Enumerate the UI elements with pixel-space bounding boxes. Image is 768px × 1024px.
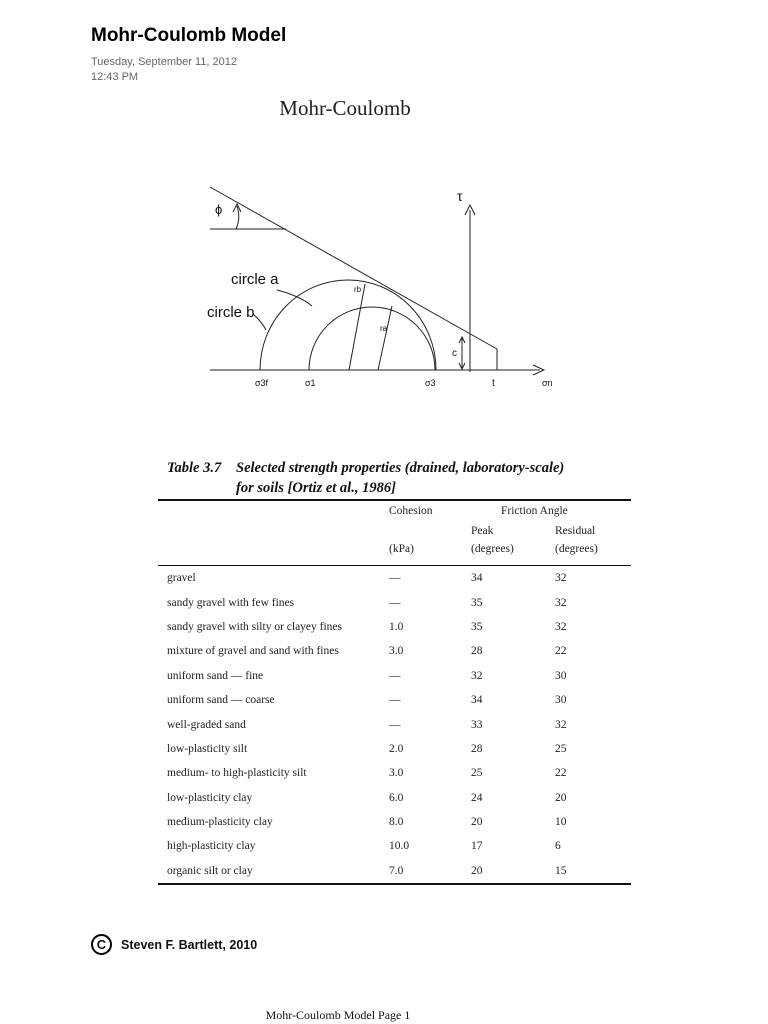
soil-name: sandy gravel with few fines <box>167 596 295 609</box>
table-number: Table 3.7 <box>167 460 222 476</box>
header-peak-unit: (degrees) <box>471 541 555 566</box>
peak-value: 35 <box>471 620 483 633</box>
rb-label: rb <box>354 285 362 294</box>
table-row <box>158 786 631 810</box>
residual-value: 22 <box>555 645 567 658</box>
circle-b-label: circle b <box>207 304 255 321</box>
peak-value: 24 <box>471 791 483 804</box>
cohesion-value: — <box>389 572 401 585</box>
soil-name: medium-plasticity clay <box>167 816 273 829</box>
radius-ra <box>378 306 392 370</box>
phi-arc <box>236 206 239 229</box>
residual-value: 32 <box>555 572 567 585</box>
header-cohesion: Cohesion <box>389 505 433 517</box>
header-friction-angle: Friction Angle <box>501 505 568 517</box>
cohesion-value: — <box>389 669 401 682</box>
cohesion-value: — <box>389 596 401 609</box>
table-row <box>158 737 631 761</box>
peak-value: 34 <box>471 694 483 707</box>
peak-value: 17 <box>471 840 483 853</box>
peak-value: 33 <box>471 718 483 731</box>
radius-rb <box>349 284 365 370</box>
peak-value: 20 <box>471 864 483 877</box>
soil-name: mixture of gravel and sand with fines <box>167 645 339 658</box>
soil-name: gravel <box>167 572 196 585</box>
table-row <box>158 688 631 712</box>
soil-name: well-graded sand <box>167 718 246 731</box>
copyright-text: Steven F. Bartlett, 2010 <box>121 937 258 952</box>
cohesion-value: 7.0 <box>389 864 404 877</box>
table-row <box>158 834 631 858</box>
residual-value: 32 <box>555 620 567 633</box>
page-footer: Mohr-Coulomb Model Page 1 <box>265 1008 411 1022</box>
sigma-3-label: σ3 <box>425 378 436 388</box>
table-row <box>158 761 631 785</box>
cohesion-value: — <box>389 718 401 731</box>
page-date: Tuesday, September 11, 2012 <box>91 56 237 68</box>
copyright <box>91 934 257 955</box>
peak-value: 35 <box>471 596 483 609</box>
sigma-n-label: σn <box>542 378 553 388</box>
t-label: t <box>492 378 495 389</box>
cohesion-value: 8.0 <box>389 816 404 829</box>
phi-arrow <box>233 204 241 212</box>
soil-name: uniform sand — fine <box>167 669 264 682</box>
table-row <box>158 615 631 639</box>
cohesion-value: 1.0 <box>389 620 404 633</box>
soil-name: high-plasticity clay <box>167 840 256 853</box>
residual-value: 30 <box>555 694 567 707</box>
residual-value: 10 <box>555 816 567 829</box>
table-row <box>158 639 631 663</box>
table-row <box>158 664 631 688</box>
soil-name: low-plasticity clay <box>167 791 253 804</box>
failure-envelope-line <box>210 187 497 349</box>
residual-value: 6 <box>555 840 561 853</box>
residual-value: 22 <box>555 767 567 780</box>
cohesion-value: 10.0 <box>389 840 410 853</box>
ra-label: ra <box>380 324 388 333</box>
circle-b <box>309 307 435 370</box>
peak-value: 28 <box>471 742 483 755</box>
cohesion-value: 3.0 <box>389 645 404 658</box>
residual-value: 30 <box>555 669 567 682</box>
table-caption <box>167 458 564 498</box>
table-row <box>158 566 631 591</box>
soil-name: low-plasticity silt <box>167 742 248 755</box>
sigma-3f-label: σ3f <box>255 378 269 388</box>
cohesion-value: 6.0 <box>389 791 404 804</box>
table-body <box>158 566 631 885</box>
residual-value: 25 <box>555 742 567 755</box>
mohr-coulomb-diagram <box>0 0 768 440</box>
peak-value: 25 <box>471 767 483 780</box>
header-cohesion-unit: (kPa) <box>389 541 471 566</box>
header-residual: Residual <box>555 525 596 537</box>
cohesion-value: 2.0 <box>389 742 404 755</box>
peak-value: 32 <box>471 669 483 682</box>
soil-name: uniform sand — coarse <box>167 694 275 707</box>
table-row <box>158 590 631 614</box>
table-row <box>158 810 631 834</box>
residual-value: 32 <box>555 718 567 731</box>
peak-value: 34 <box>471 572 483 585</box>
header-residual-unit: (degrees) <box>555 541 631 566</box>
table-row <box>158 712 631 736</box>
page-title: Mohr-Coulomb Model <box>91 25 287 46</box>
header-peak: Peak <box>471 525 494 537</box>
residual-value: 15 <box>555 864 567 877</box>
residual-value: 20 <box>555 791 567 804</box>
residual-value: 32 <box>555 596 567 609</box>
figure-title: Mohr-Coulomb <box>279 96 411 120</box>
tau-label: τ <box>457 188 463 204</box>
table-caption-line1: Selected strength properties (drained, laboratory-scale) <box>236 460 565 476</box>
circle-a <box>260 280 436 370</box>
circle-b-leader <box>253 314 266 330</box>
table-caption-line2: for soils [Ortiz et al., 1986] <box>236 480 396 496</box>
strength-properties-table <box>158 499 631 885</box>
phi-label: ϕ <box>215 202 223 217</box>
cohesion-value: 3.0 <box>389 767 404 780</box>
soil-name: medium- to high-plasticity silt <box>167 767 307 780</box>
peak-value: 28 <box>471 645 483 658</box>
page-time: 12:43 PM <box>91 71 139 83</box>
table-row <box>158 859 631 884</box>
copyright-icon: C <box>91 934 112 955</box>
c-label: c <box>452 348 457 359</box>
soil-name: sandy gravel with silty or clayey fines <box>167 620 343 633</box>
peak-value: 20 <box>471 816 483 829</box>
circle-a-label: circle a <box>231 271 279 288</box>
soil-name: organic silt or clay <box>167 864 253 877</box>
sigma-1-label: σ1 <box>305 378 316 388</box>
cohesion-value: — <box>389 694 401 707</box>
